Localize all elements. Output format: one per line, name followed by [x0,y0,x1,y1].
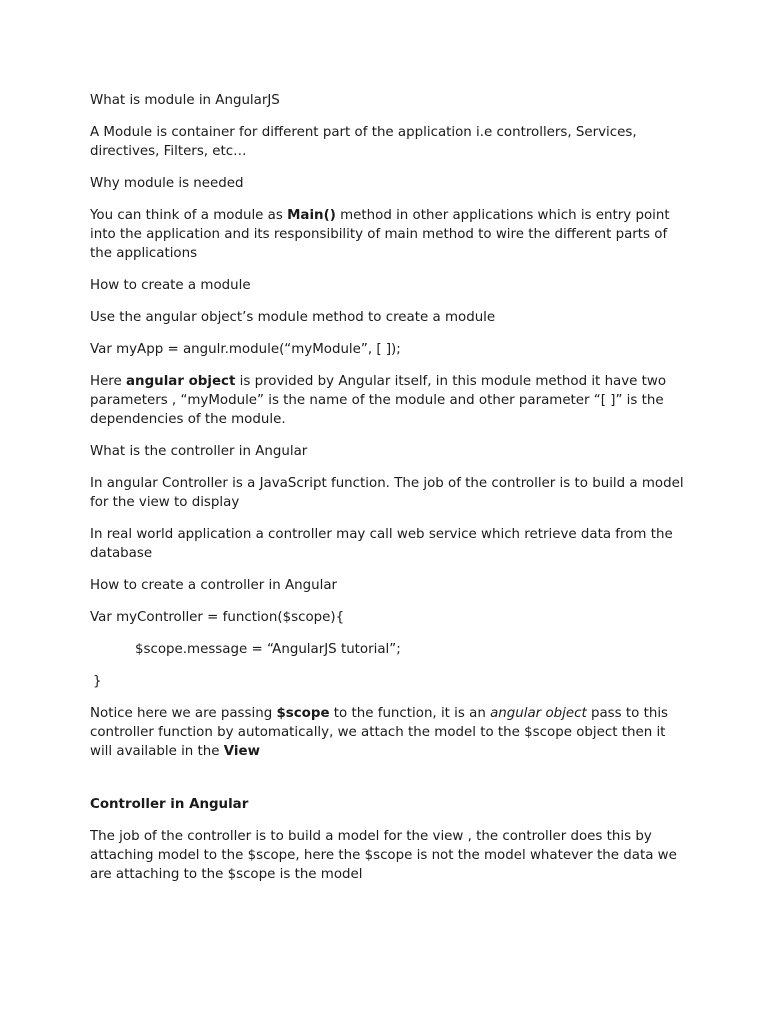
code-line-module: Var myApp = angulr.module(“myModule”, [ ]); [90,342,401,357]
section-heading-controller: Controller in Angular [90,797,249,812]
bold-view: View [223,744,260,759]
text-segment: method in other applications which is entry point into the application and its responsibility of main method to wire the different parts of the applications [90,208,670,261]
paragraph-real-world: In real world application a controller may call web service which retrieve data from the database [90,527,673,561]
paragraph-module-method: Use the angular object’s module method to create a module [90,310,496,325]
paragraph-module-definition: A Module is container for different part of the application i.e controllers, Services, directives, Filters, etc… [90,125,637,159]
bold-angular-object: angular object [126,374,236,389]
document-page [90,91,690,897]
question-why-module: Why module is needed [90,176,244,191]
paragraph-angular-object [90,372,690,429]
paragraph-main-method [90,206,690,263]
bold-main: Main() [287,208,336,223]
italic-angular-object: angular object [490,706,587,721]
question-create-controller: How to create a controller in Angular [90,578,338,593]
text-segment: pass to this controller function by automatically, we attach the model to the $scope object then it will available in the [90,706,669,759]
question-module: What is module in AngularJS [90,93,280,108]
code-line-controller: Var myController = function($scope){ [90,610,345,625]
text-segment: is provided by Angular itself, in this module method it have two parameters , “myModule” is the name of the module and other parameter “[ ]” is the dependencies of the module. [90,374,667,427]
code-line-scope-message: $scope.message = “AngularJS tutorial”; [135,642,401,657]
text-segment: You can think of a module as [90,208,288,223]
question-controller: What is the controller in Angular [90,444,308,459]
paragraph-controller-definition: In angular Controller is a JavaScript function. The job of the controller is to build a model for the view to display [90,476,684,510]
text-segment: Notice here we are passing [90,706,277,721]
bold-scope: $scope [276,706,330,721]
paragraph-scope-notice [90,704,690,761]
code-line-closing-brace: } [93,674,102,689]
question-create-module: How to create a module [90,278,251,293]
text-segment: to the function, it is an [329,706,491,721]
text-segment: Here [90,374,127,389]
paragraph-controller-job: The job of the controller is to build a model for the view , the controller does this by attaching model to the $scope, here the $scope is not the model whatever the data we are attaching to the $scope is the model [90,829,677,882]
